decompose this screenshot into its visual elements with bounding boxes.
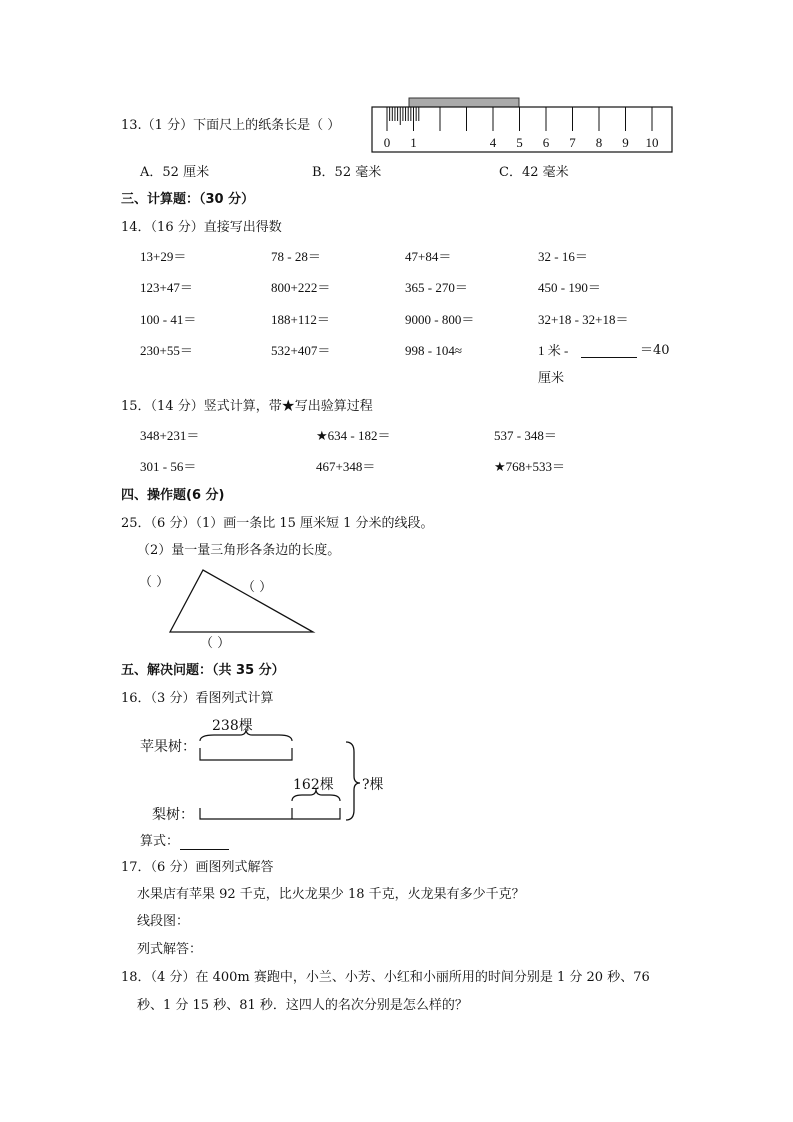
q14-cell: 9000 - 800＝ [405,312,475,327]
ruler-label: 9 [622,135,629,150]
q14-cell: 230+55＝ [140,343,193,358]
ruler-label: 0 [383,135,391,150]
q16-text: 16．（3 分）看图列式计算 [121,691,274,706]
q17-problem: 水果店有苹果 92 千克，比火龙果少 18 千克，火龙果有多少千克？ [137,887,525,902]
q14-cell: 1 米 - [538,343,569,358]
apple-brace [200,729,292,741]
section-4-title: 四、操作题(6 分) [121,488,225,503]
q14-last-unit: 厘米 [538,371,565,386]
q14-last-suffix: ＝40 [640,343,670,358]
triangle-paren-bottom: （ ） [200,636,231,651]
q14-cell: 32+18 - 32+18＝ [538,312,629,327]
q14-cell: 188+112＝ [271,312,330,327]
q17-text: 17．（6 分）画图列式解答 [121,860,274,875]
q14-cell: 450 - 190＝ [538,280,601,295]
q13-option-a: A．52 厘米 [140,165,210,180]
ruler-label: 6 [542,135,550,150]
q15-cell: 301 - 56＝ [140,459,197,474]
triangle-paren-right: （ ） [242,580,273,595]
ruler-label: 8 [595,135,603,150]
q13-option-c: C．42 毫米 [499,165,569,180]
q15-cell: ★768+533＝ [494,459,565,474]
q14-cell: 800+222＝ [271,280,331,295]
q15-cell: 467+348＝ [316,459,376,474]
q14-cell: 32 - 16＝ [538,249,588,264]
apple-value: 238棵 [212,718,253,734]
triangle-paren-left: （ ） [139,575,170,590]
formula-label: 算式： [140,834,180,849]
q15-cell: 348+231＝ [140,428,200,443]
section-3-title: 三、计算题：（30 分） [121,192,255,207]
pear-label: 梨树： [152,807,194,823]
q17-diagram-label: 线段图： [137,914,190,929]
ruler-label: 7 [569,135,576,150]
q14-cell: 13+29＝ [140,249,187,264]
q18-text: 18．（4 分）在 400m 赛跑中，小兰、小芳、小红和小丽所用的时间分别是 1 分 20 秒、76 [121,970,650,985]
q14-cell: 123+47＝ [140,280,193,295]
q25-subtext: （2）量一量三角形各条边的长度。 [137,543,341,558]
q17-answer-label: 列式解答： [137,942,203,957]
q14-cell: 47+84＝ [405,249,452,264]
q18-text-2: 秒、1 分 15 秒、81 秒．这四人的名次分别是怎么样的？ [137,998,468,1013]
ruler-label: 4 [489,135,497,150]
pear-brace [292,789,340,801]
q14-cell: 532+407＝ [271,343,331,358]
q15-text: 15．（14 分）竖式计算，带★写出验算过程 [121,399,373,414]
q13-text: 13.（1 分）下面尺上的纸条长是（ ） [121,118,341,133]
section-5-title: 五、解决问题：（共 35 分） [121,663,285,678]
apple-label: 苹果树： [140,739,196,755]
q14-cell: 78 - 28＝ [271,249,321,264]
apple-segment [200,748,292,760]
q14-cell: 100 - 41＝ [140,312,197,327]
q13-option-b: B．52 毫米 [312,165,382,180]
q14-cell: 365 - 270＝ [405,280,468,295]
total-question: ?棵 [362,777,384,793]
q15-cell: ★634 - 182＝ [316,428,391,443]
pear-extra: 162棵 [293,777,334,793]
ruler-label: 1 [410,135,417,150]
q14-text: 14．（16 分）直接写出得数 [121,220,282,235]
total-brace [346,742,360,820]
q25-text: 25．（6 分）（1）画一条比 15 厘米短 1 分米的线段。 [121,516,434,531]
formula-blank [180,848,229,850]
q14-cell: 998 - 104≈ [405,343,462,358]
pear-segment [200,808,340,819]
ruler-label: 10 [645,135,659,150]
ruler-label: 5 [516,135,523,150]
q15-cell: 537 - 348＝ [494,428,557,443]
